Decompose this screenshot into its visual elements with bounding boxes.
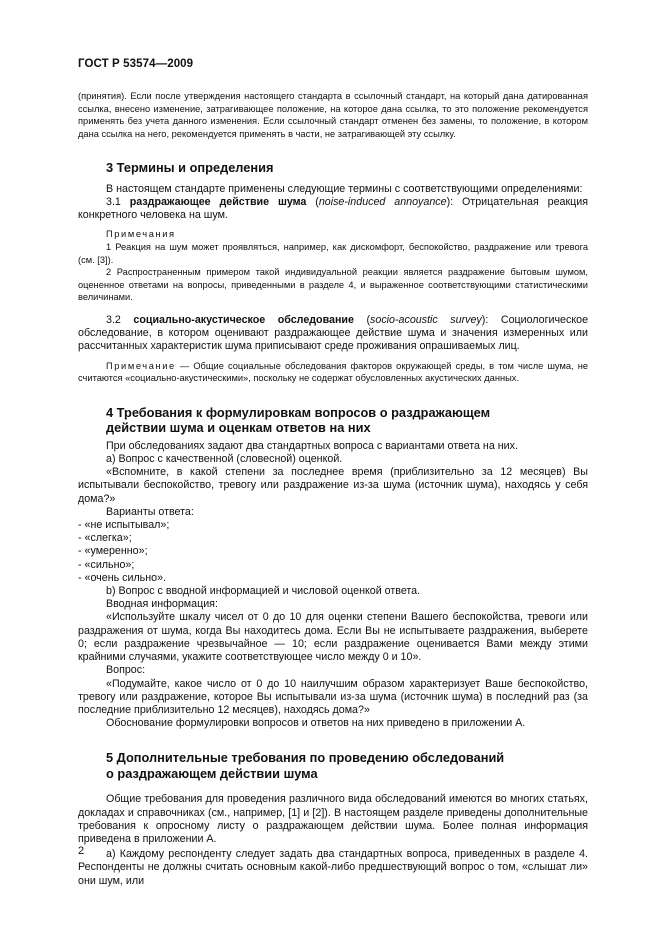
notes-title bbox=[78, 228, 588, 241]
answer-option: - «не испытывал»; bbox=[78, 519, 170, 532]
section-3-title: 3 Термины и определения bbox=[106, 160, 274, 176]
page-number: 2 bbox=[78, 845, 85, 857]
section-5-p2: а) Каждому респонденту следует задать два стандартных вопроса, приведенных в разделе 4. Респонденты не должны считать основным какой-либо предшествующий вопрос о том, «слышат ли» они шум, или bbox=[78, 848, 588, 887]
term-3-2-number: 3.2 bbox=[106, 314, 134, 327]
term-3-2 bbox=[78, 314, 588, 354]
note-1: 1 Реакция на шум может проявляться, например, как дискомфорт, беспокойство, раздражение или тревога (см. [3]). bbox=[78, 242, 588, 265]
section-4-p7: «Используйте шкалу чисел от 0 до 10 для оценки степени Вашего беспокойства, тревоги или раздражения от шума, когда Вы находитесь дома. Если Вы не испытываете раздражения, выберете 0; если раздражение чрезвычайное — 10; если раздражение оценивается Вами между этими крайними случаями, укажите соответствующее число между 0 и 10». bbox=[78, 611, 588, 664]
section-4-title-line1: 4 Требования к формулировкам вопросов о раздражающем bbox=[106, 404, 491, 420]
note-3-text: — Общие социальные обследования факторов окружающей среды, в том числе шума, не считаются «социально-акустическими», поскольку не содержат обусловленных акустических данных. bbox=[78, 360, 588, 384]
section-5-title bbox=[78, 750, 588, 781]
term-3-2-name: социально-акустическое обследование bbox=[133, 314, 354, 327]
section-3-lead: В настоящем стандарте применены следующие термины с соответствующими определениями: bbox=[106, 182, 583, 195]
note-2: 2 Распространенным примером такой индивидуальной реакции является раздражение бытовым шумом, оцененное ответами на вопросы, приведенными в разделе 4, и выраженное соответствующими статистическими величинами. bbox=[78, 267, 588, 303]
note-3 bbox=[78, 360, 588, 385]
section-4-p9: «Подумайте, какое число от 0 до 10 наилучшим образом характеризует Ваше беспокойство, тревогу или раздражение, которое Вы испытывали из-за шума (источник шума) в последний раз (за последние приблизительно 12 месяцев), находясь дома?» bbox=[78, 677, 588, 716]
section-4-p10: Обоснование формулировки вопросов и ответов на них приведено в приложении А. bbox=[106, 717, 526, 730]
answer-option: - «слегка»; bbox=[78, 532, 132, 545]
term-3-1-english: noise-induced annoyance bbox=[318, 196, 447, 209]
section-5-p1: Общие требования для проведения различного вида обследований имеются во многих статьях, докладах и справочниках (см., например, [1] и [2]). В настоящем разделе приведены дополнительные требования к опросному листу о раздражающем действии шума. Более полная информация приведена в приложении А. bbox=[78, 793, 588, 845]
document-code: ГОСТ Р 53574—2009 bbox=[78, 58, 194, 70]
term-3-1 bbox=[78, 196, 588, 222]
answer-option: - «умеренно»; bbox=[78, 545, 148, 558]
section-4-p6: Вводная информация: bbox=[106, 598, 218, 611]
section-4-p5: b) Вопрос с вводной информацией и числовой оценкой ответа. bbox=[106, 585, 421, 598]
term-3-1-number: 3.1 bbox=[106, 196, 130, 209]
term-3-2-definition: ): Социологическое обследование, в котором оценивают раздражающее действие шума и значения измеренных или рассчитанных характеристик шума приписывают среде проживания опрашиваемых лиц. bbox=[78, 314, 589, 353]
intro-paragraph: (принятия). Если после утверждения настоящего стандарта в ссылочный стандарт, на который дана датированная ссылка, внесено изменение, затрагивающее положение, на которое дана ссылка, то это положение рекомендуется применять без учета данного изменения. Если ссылочный стандарт отменен без замены, то положение, в котором дана ссылка на него, рекомендуется применять в части, не затрагивающей эту ссылку. bbox=[78, 91, 588, 139]
term-3-2-english: socio-acoustic survey bbox=[370, 314, 482, 327]
section-4-p1: При обследованиях задают два стандартных вопроса с вариантами ответа на них. bbox=[106, 439, 518, 452]
section-5-title-line2: о раздражающем действии шума bbox=[106, 765, 318, 781]
answer-options-list bbox=[78, 519, 588, 585]
note-3-label: Примечание bbox=[106, 360, 176, 371]
section-4-p3: «Вспомните, в какой степени за последнее время (приблизительно за 12 месяцев) Вы испытывали беспокойство, тревогу или раздражение из-за шума (источник шума), находясь у себя дома?» bbox=[78, 466, 588, 505]
term-3-2-paren: ( bbox=[353, 314, 371, 327]
term-3-1-paren: ( bbox=[306, 196, 319, 209]
term-3-1-name: раздражающее действие шума bbox=[129, 196, 307, 209]
answer-option: - «сильно»; bbox=[78, 558, 135, 571]
section-4-p4: Варианты ответа: bbox=[106, 505, 194, 518]
section-4-p8: Вопрос: bbox=[106, 664, 146, 677]
section-4-title bbox=[78, 405, 588, 436]
page-content bbox=[78, 90, 588, 888]
section-4-title-line2: действии шума и оценкам ответов на них bbox=[106, 420, 371, 436]
section-5-title-line1: 5 Дополнительные требования по проведению обследований bbox=[106, 750, 505, 766]
section-4-p2: а) Вопрос с качественной (словесной) оценкой. bbox=[106, 453, 343, 466]
answer-option: - «очень сильно». bbox=[78, 571, 167, 584]
notes-title-text: Примечания bbox=[106, 229, 176, 240]
term-3-1-definition: ): Отрицательная реакция конкретного человека на шум. bbox=[78, 196, 589, 222]
